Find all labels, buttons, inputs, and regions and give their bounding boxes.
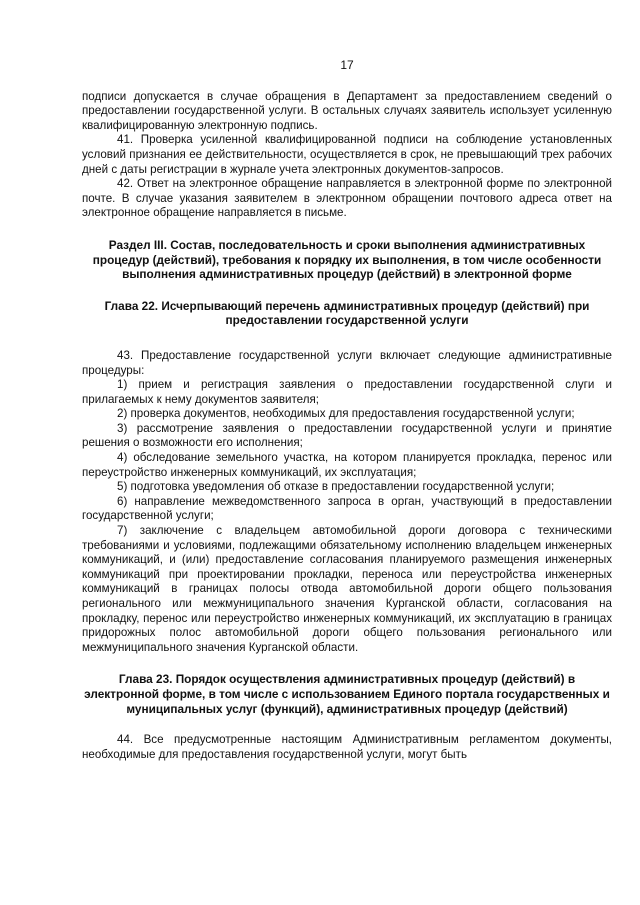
paragraph-44: 44. Все предусмотренные настоящим Административным регламентом документы, необходимые для предоставления государственной услуги, могут быть xyxy=(82,733,612,761)
procedure-4: 4) обследование земельного участка, на котором планируется прокладка, перенос или переустройство инженерных коммуникаций, их эксплуатация; xyxy=(82,451,612,479)
chapter-22-heading: Глава 22. Исчерпывающий перечень административных процедур (действий) при предоставлении государственной услуги xyxy=(104,298,590,328)
paragraph-43: 43. Предоставление государственной услуги включает следующие административные процедуры: xyxy=(82,348,612,377)
procedure-5: 5) подготовка уведомления об отказе в предоставлении государственной услуги; xyxy=(117,480,555,494)
procedure-7: 7) заключение с владельцем автомобильной дороги договора с техническими требованиями и условиями, подлежащими обязательному исполнению владельцем инженерных коммуникаций, и (или) предоставление согласования планируемого размещения инженерных коммуникаций при проектировании прокладки, переноса или переустройства инженерных коммуникаций в границах полосы отвода автомобильной дороги общего пользования регионального или межмуниципального значения Курганской области, согласования на прокладку, перенос или переустройство инженерных коммуникаций, их эксплуатацию в границах придорожных полос автомобильной дороги общего пользования регионального или межмуниципального значения Курганской области. xyxy=(82,524,612,654)
paragraph-42: 42. Ответ на электронное обращение направляется в электронной форме по электронной почте. В случае указания заявителем в электронном обращении почтового адреса ответ на электронное обращение направляется в письме. xyxy=(82,177,612,220)
page-number: 17 xyxy=(340,58,354,72)
section-3-heading: Раздел III. Состав, последовательность и сроки выполнения административных процедур (действий), требования к порядку их выполнения, в том числе особенности выполнения административных процедур (действий) в электронной форме xyxy=(92,237,602,282)
paragraph-41: 41. Проверка усиленной квалифицированной подписи на соблюдение установленных условий признания ее действительности, осуществляется в срок, не превышающий трех рабочих дней с даты регистрации в журнале учета электронных документов-запросов. xyxy=(82,133,612,176)
procedure-3: 3) рассмотрение заявления о предоставлении государственной услуги и принятие решения о возможности его исполнения; xyxy=(82,421,612,450)
document-page xyxy=(82,58,612,762)
procedure-1: 1) прием и регистрация заявления о предоставлении государственной слуги и прилагаемых к нему документов заявителя; xyxy=(82,378,612,406)
chapter-23-heading: Глава 23. Порядок осуществления административных процедур (действий) в электронной форме, в том числе с использованием Единого портала государственных и муниципальных услуг (функций), административных процедур (действий) xyxy=(84,672,610,716)
paragraph-continuation: подписи допускается в случае обращения в Департамент за предоставлением сведений о предоставлении государственной услуги. В остальных случаях заявитель использует усиленную квалифицированную электронную подпись. xyxy=(82,89,612,132)
procedure-2: 2) проверка документов, необходимых для предоставления государственной услуги; xyxy=(117,407,575,421)
procedure-6: 6) направление межведомственного запроса в орган, участвующий в предоставлении государственной услуги; xyxy=(82,494,612,523)
